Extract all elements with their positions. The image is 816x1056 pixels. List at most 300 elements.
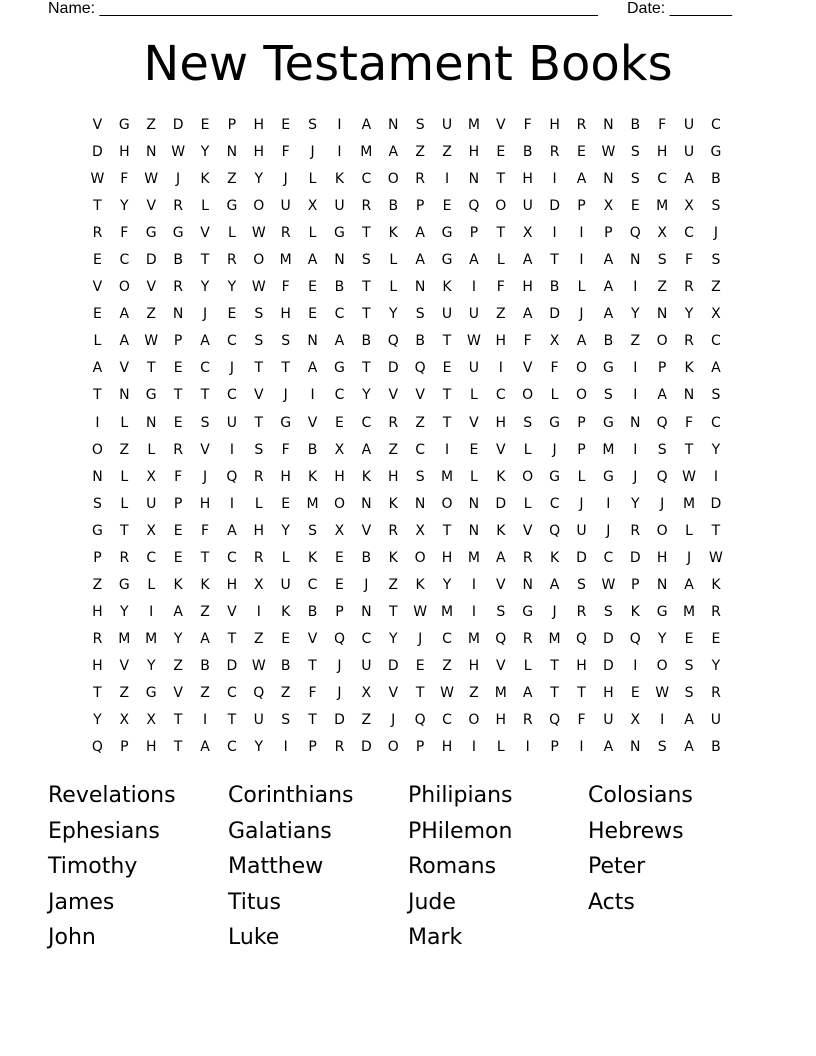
grid-letter[interactable]: R xyxy=(522,630,533,647)
grid-letter[interactable]: G xyxy=(522,603,534,620)
grid-letter[interactable]: N xyxy=(603,117,614,133)
grid-letter[interactable]: H xyxy=(145,739,157,756)
grid-letter[interactable]: J xyxy=(660,495,665,512)
grid-letter[interactable]: N xyxy=(630,414,641,431)
grid-letter[interactable]: I xyxy=(256,603,261,620)
grid-letter[interactable]: Y xyxy=(200,144,210,161)
grid-letter[interactable]: H xyxy=(92,657,103,674)
grid-letter[interactable]: A xyxy=(576,171,587,188)
grid-letter[interactable]: B xyxy=(307,441,318,458)
grid-letter[interactable]: C xyxy=(227,684,237,701)
grid-letter[interactable]: R xyxy=(388,414,399,431)
grid-letter[interactable]: T xyxy=(200,387,210,404)
grid-letter[interactable]: T xyxy=(577,684,586,701)
grid-letter[interactable]: T xyxy=(227,630,237,647)
grid-letter[interactable]: L xyxy=(496,252,505,269)
grid-letter[interactable]: Y xyxy=(362,387,371,404)
grid-letter[interactable]: E xyxy=(173,522,183,539)
grid-letter[interactable]: V xyxy=(307,630,318,647)
grid-letter[interactable]: U xyxy=(603,712,614,729)
grid-letter[interactable]: U xyxy=(441,117,453,133)
grid-letter[interactable]: Y xyxy=(254,739,264,756)
grid-letter[interactable]: H xyxy=(495,712,507,729)
grid-letter[interactable]: W xyxy=(709,549,723,566)
grid-letter[interactable]: T xyxy=(308,712,317,729)
grid-letter[interactable]: P xyxy=(173,333,183,350)
grid-letter[interactable]: R xyxy=(92,225,103,242)
grid-letter[interactable]: X xyxy=(253,576,264,593)
grid-letter[interactable]: B xyxy=(522,144,533,161)
grid-letter[interactable]: H xyxy=(226,576,238,593)
grid-letter[interactable]: C xyxy=(361,630,372,647)
grid-letter[interactable]: T xyxy=(362,360,371,377)
grid-letter[interactable]: S xyxy=(711,252,721,269)
grid-letter[interactable]: S xyxy=(415,306,425,323)
grid-letter[interactable]: U xyxy=(334,198,345,215)
grid-letter[interactable]: J xyxy=(633,468,638,485)
grid-letter[interactable]: C xyxy=(711,414,721,431)
grid-letter[interactable]: D xyxy=(334,712,345,729)
grid-letter[interactable]: T xyxy=(254,360,264,377)
grid-letter[interactable]: D xyxy=(602,657,614,674)
grid-letter[interactable]: T xyxy=(120,522,129,539)
grid-letter[interactable]: C xyxy=(415,441,426,458)
grid-letter[interactable]: Q xyxy=(549,522,561,539)
grid-letter[interactable]: V xyxy=(388,387,399,404)
grid-letter[interactable]: I xyxy=(337,117,342,133)
grid-letter[interactable]: P xyxy=(227,117,237,133)
grid-letter[interactable]: E xyxy=(93,306,102,323)
grid-letter[interactable]: J xyxy=(579,495,584,512)
grid-letter[interactable]: E xyxy=(281,117,291,133)
grid-letter[interactable]: J xyxy=(364,576,369,593)
grid-letter[interactable]: A xyxy=(334,333,345,350)
grid-letter[interactable]: M xyxy=(440,603,454,620)
grid-letter[interactable]: S xyxy=(496,603,506,620)
grid-letter[interactable]: G xyxy=(549,468,561,485)
grid-letter[interactable]: A xyxy=(576,333,587,350)
grid-letter[interactable]: S xyxy=(630,144,640,161)
grid-letter[interactable]: J xyxy=(310,144,315,161)
grid-letter[interactable]: E xyxy=(173,549,183,566)
grid-letter[interactable]: G xyxy=(145,225,157,242)
grid-letter[interactable]: M xyxy=(467,630,480,647)
grid-letter[interactable]: T xyxy=(711,522,721,539)
grid-letter[interactable]: U xyxy=(280,198,291,215)
grid-letter[interactable]: S xyxy=(415,468,425,485)
grid-letter[interactable]: Z xyxy=(415,144,425,161)
grid-letter[interactable]: N xyxy=(92,468,103,485)
grid-letter[interactable]: I xyxy=(633,441,638,458)
grid-letter[interactable]: D xyxy=(549,306,560,323)
grid-letter[interactable]: I xyxy=(471,279,476,296)
grid-letter[interactable]: Q xyxy=(414,360,426,377)
grid-letter[interactable]: L xyxy=(470,387,478,404)
grid-letter[interactable]: I xyxy=(579,252,584,269)
grid-letter[interactable]: B xyxy=(334,279,345,296)
grid-letter[interactable]: Q xyxy=(495,630,507,647)
grid-letter[interactable]: Y xyxy=(388,306,398,323)
grid-letter[interactable]: A xyxy=(227,522,237,539)
grid-letter[interactable]: F xyxy=(281,279,290,296)
grid-letter[interactable]: P xyxy=(415,198,425,215)
grid-letter[interactable]: U xyxy=(468,306,480,323)
grid-letter[interactable]: T xyxy=(550,252,559,269)
grid-letter[interactable]: U xyxy=(683,144,695,161)
grid-letter[interactable]: S xyxy=(281,333,291,350)
grid-letter[interactable]: N xyxy=(630,739,641,756)
grid-letter[interactable]: Z xyxy=(442,657,452,674)
grid-letter[interactable]: A xyxy=(603,739,614,756)
grid-letter[interactable]: A xyxy=(684,576,694,593)
grid-letter[interactable]: V xyxy=(146,198,157,215)
grid-letter[interactable]: J xyxy=(283,387,288,404)
grid-letter[interactable]: L xyxy=(281,549,290,566)
grid-letter[interactable]: N xyxy=(119,387,130,404)
grid-letter[interactable]: X xyxy=(630,712,641,729)
grid-letter[interactable]: A xyxy=(119,306,130,323)
grid-letter[interactable]: S xyxy=(523,414,533,431)
grid-letter[interactable]: D xyxy=(495,495,507,512)
grid-letter[interactable]: J xyxy=(606,522,611,539)
grid-letter[interactable]: M xyxy=(656,198,669,215)
grid-letter[interactable]: L xyxy=(308,225,317,242)
grid-letter[interactable]: U xyxy=(253,712,264,729)
grid-letter[interactable]: W xyxy=(682,468,696,485)
grid-letter[interactable]: B xyxy=(549,279,560,296)
grid-letter[interactable]: S xyxy=(603,603,613,620)
grid-letter[interactable]: W xyxy=(251,279,266,296)
grid-letter[interactable]: M xyxy=(360,144,373,161)
grid-letter[interactable]: E xyxy=(442,198,452,215)
grid-letter[interactable]: H xyxy=(280,468,291,485)
grid-letter[interactable]: O xyxy=(522,468,534,485)
grid-letter[interactable]: C xyxy=(334,306,345,323)
grid-letter[interactable]: X xyxy=(119,712,130,729)
grid-letter[interactable]: C xyxy=(361,171,372,188)
grid-letter[interactable]: I xyxy=(229,441,234,458)
grid-letter[interactable]: Z xyxy=(711,279,721,296)
grid-letter[interactable]: A xyxy=(173,603,183,620)
grid-letter[interactable]: O xyxy=(387,171,399,188)
grid-letter[interactable]: A xyxy=(684,171,694,188)
grid-letter[interactable]: Q xyxy=(629,630,641,647)
grid-letter[interactable]: F xyxy=(281,441,290,458)
grid-letter[interactable]: U xyxy=(146,495,157,512)
grid-letter[interactable]: M xyxy=(467,117,480,133)
grid-letter[interactable]: O xyxy=(656,522,668,539)
grid-letter[interactable]: A xyxy=(200,739,210,756)
grid-letter[interactable]: L xyxy=(120,468,129,485)
grid-letter[interactable]: H xyxy=(441,739,453,756)
grid-letter[interactable]: T xyxy=(254,414,264,431)
grid-letter[interactable]: T xyxy=(93,387,102,404)
grid-letter[interactable]: S xyxy=(684,684,694,701)
grid-letter[interactable]: G xyxy=(549,414,561,431)
grid-letter[interactable]: S xyxy=(657,252,667,269)
grid-letter[interactable]: B xyxy=(388,198,399,215)
grid-letter[interactable]: C xyxy=(657,171,668,188)
grid-letter[interactable]: K xyxy=(442,279,452,296)
grid-letter[interactable]: R xyxy=(711,684,721,701)
grid-letter[interactable]: C xyxy=(603,549,614,566)
grid-letter[interactable]: O xyxy=(495,198,507,215)
grid-letter[interactable]: H xyxy=(549,117,560,133)
grid-letter[interactable]: R xyxy=(684,279,694,296)
grid-letter[interactable]: T xyxy=(362,225,371,242)
grid-letter[interactable]: A xyxy=(361,117,372,133)
grid-letter[interactable]: E xyxy=(577,144,586,161)
grid-letter[interactable]: G xyxy=(656,603,668,620)
grid-letter[interactable]: B xyxy=(415,333,425,350)
grid-letter[interactable]: P xyxy=(93,549,102,566)
grid-letter[interactable]: Y xyxy=(630,306,640,323)
grid-letter[interactable]: L xyxy=(120,495,129,512)
grid-letter[interactable]: I xyxy=(444,171,450,188)
grid-letter[interactable]: L xyxy=(147,441,156,458)
grid-letter[interactable]: J xyxy=(176,171,181,188)
grid-letter[interactable]: Z xyxy=(657,279,667,296)
grid-letter[interactable]: R xyxy=(415,171,425,188)
grid-letter[interactable]: W xyxy=(144,171,159,188)
grid-letter[interactable]: H xyxy=(468,657,480,674)
grid-letter[interactable]: J xyxy=(579,306,584,323)
grid-letter[interactable]: F xyxy=(120,225,129,242)
grid-letter[interactable]: W xyxy=(144,333,159,350)
grid-letter[interactable]: E xyxy=(496,144,506,161)
grid-letter[interactable]: T xyxy=(200,252,210,269)
grid-letter[interactable]: C xyxy=(146,549,157,566)
grid-letter[interactable]: V xyxy=(200,441,210,458)
grid-letter[interactable]: V xyxy=(119,360,130,377)
grid-letter[interactable]: Q xyxy=(468,198,480,215)
grid-letter[interactable]: F xyxy=(523,333,532,350)
grid-letter[interactable]: C xyxy=(684,225,694,242)
grid-letter[interactable]: A xyxy=(603,279,614,296)
grid-letter[interactable]: V xyxy=(92,279,103,296)
grid-letter[interactable]: Z xyxy=(227,171,237,188)
grid-letter[interactable]: M xyxy=(279,252,292,269)
grid-letter[interactable]: F xyxy=(658,117,667,133)
grid-letter[interactable]: K xyxy=(415,576,425,593)
grid-letter[interactable]: A xyxy=(307,252,318,269)
grid-letter[interactable]: R xyxy=(684,333,694,350)
grid-letter[interactable]: C xyxy=(711,117,721,133)
grid-letter[interactable]: Y xyxy=(120,198,129,215)
grid-letter[interactable]: A xyxy=(92,360,103,377)
grid-letter[interactable]: Z xyxy=(361,712,372,729)
grid-letter[interactable]: T xyxy=(496,225,506,242)
grid-letter[interactable]: A xyxy=(522,684,533,701)
grid-letter[interactable]: D xyxy=(172,117,184,133)
grid-letter[interactable]: P xyxy=(657,360,667,377)
grid-letter[interactable]: X xyxy=(307,198,318,215)
grid-letter[interactable]: L xyxy=(120,414,129,431)
grid-letter[interactable]: L xyxy=(147,576,156,593)
grid-letter[interactable]: Z xyxy=(496,306,506,323)
grid-letter[interactable]: H xyxy=(199,495,211,512)
grid-letter[interactable]: R xyxy=(549,144,560,161)
grid-letter[interactable]: T xyxy=(496,171,506,188)
grid-letter[interactable]: O xyxy=(253,252,265,269)
grid-letter[interactable]: L xyxy=(389,279,398,296)
grid-letter[interactable]: G xyxy=(172,225,184,242)
name-field-label[interactable]: Name: ________________________________________________________ xyxy=(48,0,598,17)
grid-letter[interactable]: C xyxy=(227,739,237,756)
grid-letter[interactable]: Y xyxy=(146,657,156,674)
grid-letter[interactable]: F xyxy=(685,414,694,431)
grid-letter[interactable]: T xyxy=(415,684,425,701)
grid-letter[interactable]: Z xyxy=(253,630,264,647)
grid-letter[interactable]: E xyxy=(335,414,344,431)
grid-letter[interactable]: A xyxy=(549,576,560,593)
grid-letter[interactable]: T xyxy=(442,414,452,431)
grid-letter[interactable]: N xyxy=(414,279,426,296)
grid-letter[interactable]: C xyxy=(227,333,237,350)
grid-letter[interactable]: V xyxy=(200,225,210,242)
grid-letter[interactable]: G xyxy=(334,360,345,377)
grid-letter[interactable]: C xyxy=(119,252,130,269)
grid-letter[interactable]: D xyxy=(549,198,560,215)
grid-letter[interactable]: R xyxy=(173,279,183,296)
grid-letter[interactable]: V xyxy=(307,414,318,431)
grid-letter[interactable]: R xyxy=(253,549,264,566)
grid-letter[interactable]: E xyxy=(308,306,317,323)
grid-letter[interactable]: K xyxy=(711,576,721,593)
grid-letter[interactable]: X xyxy=(657,225,667,242)
grid-letter[interactable]: L xyxy=(470,468,478,485)
grid-letter[interactable]: I xyxy=(606,495,611,512)
grid-letter[interactable]: N xyxy=(145,414,157,431)
grid-letter[interactable]: E xyxy=(308,279,317,296)
grid-letter[interactable]: R xyxy=(253,468,264,485)
grid-letter[interactable]: V xyxy=(415,387,425,404)
grid-letter[interactable]: S xyxy=(254,306,264,323)
grid-letter[interactable]: N xyxy=(683,387,695,404)
grid-letter[interactable]: W xyxy=(601,144,616,161)
grid-letter[interactable]: E xyxy=(93,252,102,269)
grid-letter[interactable]: I xyxy=(498,360,503,377)
grid-letter[interactable]: T xyxy=(281,360,290,377)
grid-letter[interactable]: P xyxy=(120,739,129,756)
grid-letter[interactable]: I xyxy=(202,712,208,729)
grid-letter[interactable]: I xyxy=(283,739,288,756)
grid-letter[interactable]: U xyxy=(441,306,453,323)
grid-letter[interactable]: T xyxy=(173,712,183,729)
grid-letter[interactable]: B xyxy=(603,333,614,350)
grid-letter[interactable]: Z xyxy=(119,684,130,701)
grid-letter[interactable]: H xyxy=(92,603,103,620)
grid-letter[interactable]: I xyxy=(229,495,234,512)
grid-letter[interactable]: J xyxy=(552,441,557,458)
grid-letter[interactable]: S xyxy=(254,441,264,458)
grid-letter[interactable]: L xyxy=(201,198,209,215)
grid-letter[interactable]: P xyxy=(415,739,425,756)
grid-letter[interactable]: G xyxy=(118,117,130,133)
grid-letter[interactable]: B xyxy=(361,549,372,566)
grid-letter[interactable]: X xyxy=(711,306,721,323)
grid-letter[interactable]: V xyxy=(92,117,103,133)
grid-letter[interactable]: D xyxy=(360,739,372,756)
grid-letter[interactable]: W xyxy=(413,603,428,620)
grid-letter[interactable]: U xyxy=(280,576,291,593)
grid-letter[interactable]: F xyxy=(200,522,210,539)
grid-letter[interactable]: S xyxy=(308,117,318,133)
grid-letter[interactable]: Y xyxy=(442,576,452,593)
grid-letter[interactable]: H xyxy=(253,144,265,161)
grid-letter[interactable]: X xyxy=(415,522,425,539)
grid-letter[interactable]: L xyxy=(523,495,532,512)
grid-letter[interactable]: I xyxy=(337,144,342,161)
grid-letter[interactable]: H xyxy=(441,549,453,566)
grid-letter[interactable]: X xyxy=(334,441,345,458)
grid-letter[interactable]: J xyxy=(337,657,342,674)
grid-letter[interactable]: F xyxy=(496,279,505,296)
grid-letter[interactable]: J xyxy=(686,549,692,566)
grid-letter[interactable]: E xyxy=(227,306,237,323)
grid-letter[interactable]: S xyxy=(603,387,613,404)
grid-letter[interactable]: J xyxy=(283,171,288,188)
grid-letter[interactable]: G xyxy=(145,387,157,404)
grid-letter[interactable]: Z xyxy=(173,657,183,674)
grid-letter[interactable]: R xyxy=(522,712,533,729)
grid-letter[interactable]: Y xyxy=(684,306,694,323)
grid-letter[interactable]: O xyxy=(118,279,130,296)
grid-letter[interactable]: B xyxy=(361,333,372,350)
grid-letter[interactable]: G xyxy=(602,360,614,377)
grid-letter[interactable]: T xyxy=(93,198,102,215)
grid-letter[interactable]: O xyxy=(253,198,265,215)
grid-letter[interactable]: T xyxy=(684,441,694,458)
grid-letter[interactable]: R xyxy=(119,549,130,566)
grid-letter[interactable]: H xyxy=(387,468,399,485)
grid-letter[interactable]: R xyxy=(388,522,399,539)
grid-letter[interactable]: A xyxy=(307,360,318,377)
grid-letter[interactable]: E xyxy=(173,360,183,377)
grid-letter[interactable]: R xyxy=(92,630,103,647)
grid-letter[interactable]: H xyxy=(522,279,533,296)
grid-letter[interactable]: Y xyxy=(711,657,721,674)
grid-letter[interactable]: Y xyxy=(93,712,102,729)
grid-letter[interactable]: T xyxy=(362,279,371,296)
grid-letter[interactable]: I xyxy=(525,739,530,756)
grid-letter[interactable]: S xyxy=(254,333,264,350)
grid-letter[interactable]: H xyxy=(334,468,345,485)
grid-letter[interactable]: I xyxy=(471,576,476,593)
grid-letter[interactable]: V xyxy=(496,657,506,674)
grid-letter[interactable]: N xyxy=(361,495,372,512)
grid-letter[interactable]: C xyxy=(200,360,210,377)
grid-letter[interactable]: S xyxy=(577,576,586,593)
grid-letter[interactable]: S xyxy=(200,414,210,431)
grid-letter[interactable]: F xyxy=(120,171,129,188)
grid-letter[interactable]: V xyxy=(361,522,372,539)
grid-letter[interactable]: N xyxy=(307,333,318,350)
grid-letter[interactable]: E xyxy=(469,441,479,458)
grid-letter[interactable]: X xyxy=(603,198,614,215)
grid-letter[interactable]: C xyxy=(442,712,452,729)
grid-letter[interactable]: A xyxy=(388,144,399,161)
grid-letter[interactable]: Q xyxy=(575,630,587,647)
grid-letter[interactable]: K xyxy=(684,360,694,377)
grid-letter[interactable]: J xyxy=(391,712,396,729)
grid-letter[interactable]: O xyxy=(656,657,668,674)
grid-letter[interactable]: H xyxy=(495,333,507,350)
grid-letter[interactable]: Z xyxy=(200,603,210,620)
grid-letter[interactable]: R xyxy=(522,549,533,566)
grid-letter[interactable]: N xyxy=(468,171,480,188)
grid-letter[interactable]: B xyxy=(307,603,318,620)
